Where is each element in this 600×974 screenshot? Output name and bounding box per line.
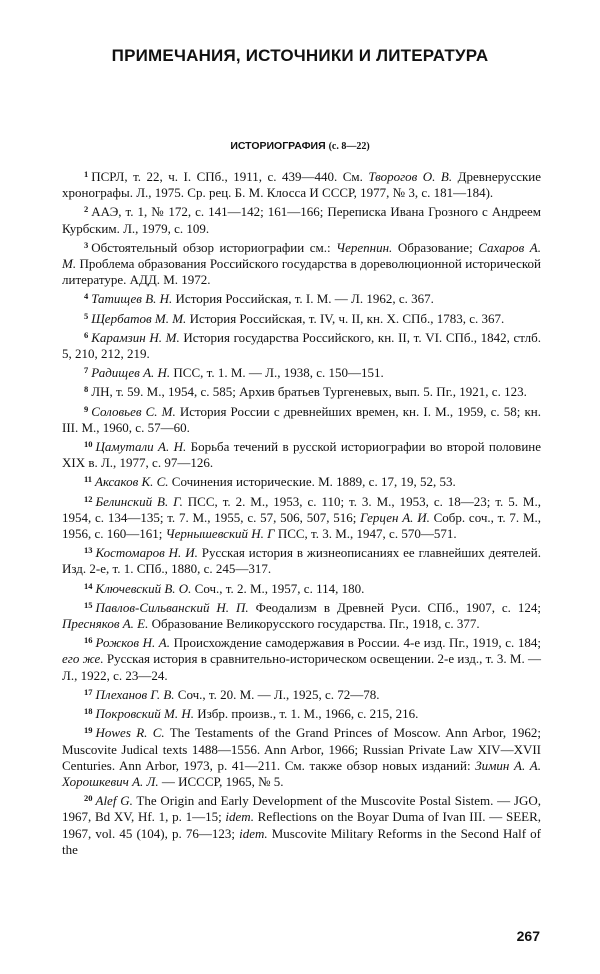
footnote-italic-text: Чернышевский Н. Г [165,526,275,542]
footnote-italic-text: Костомаров Н. И. [95,545,198,561]
footnote [62,401,541,436]
footnote-italic-text: Творогов О. В. [368,169,453,184]
footnote-number: 10 [84,439,93,450]
footnote-text: История Российская, т. IV, ч. II, кн. X. СПб., 1783, с. 367. [186,310,505,326]
footnote-number: 9 [84,403,89,414]
footnote-text: Феодализм в Древней Руси. СПб., 1907, с. 124; [248,599,542,615]
footnote [62,597,541,632]
footnote-number: 3 [84,239,89,250]
footnote-italic-text: Howes R. C. [95,725,165,741]
footnote-italic-text: Соловьев С. М. [91,403,176,419]
notes-list [62,166,541,858]
footnote-text: История Российская, т. I. М. — Л. 1962, с. 367. [172,291,434,307]
footnote-number: 5 [84,310,89,321]
footnote-number: 16 [84,635,93,646]
section-title-text: ИСТОРИОГРАФИЯ [230,140,326,152]
footnote-text: Обстоятельный обзор историографии см.: [91,239,337,255]
footnote [62,201,541,236]
footnote-text: Борьба течений в русской историографии во второй половине XIX в. Л., 1977, с. 97—126. [62,439,542,471]
footnote [62,166,541,201]
footnote-text: ПСРЛ, т. 22, ч. I. СПб., 1911, с. 439—440. См. [91,169,369,184]
footnote [62,308,541,327]
footnote [62,471,541,490]
footnote-number: 2 [84,204,89,215]
footnote-italic-text: Ключевский В. О. [95,580,192,596]
footnote-italic-text: Белинский В. Г. [95,493,183,509]
footnote-italic-text: Зимин А. А. Хорошкевич А. Л. [62,757,541,789]
footnote-italic-text: Черепнин. [336,239,393,255]
footnote-italic-text: Плеханов Г. В. [95,686,175,702]
footnote-text: Русская история в сравнительно-историческом освещении. 2-е изд., т. 3. М. — Л., 1922, с. 23—24. [62,651,541,683]
footnote-text: Образование Великорусского государства. Пг., 1918, с. 377. [148,616,480,632]
footnote [62,684,541,703]
footnote-text: Русская история в жизнеописаниях ее главнейших деятелей. Изд. 2-е, т. 1. СПб., 1880, с. 245—317. [62,545,541,577]
page-title: ПРИМЕЧАНИЯ, ИСТОЧНИКИ И ЛИТЕРАТУРА [111,46,489,65]
footnote-number: 14 [84,580,93,591]
footnote-italic-text: idem. [239,825,268,841]
footnote-italic-text: Alef G. [95,793,133,809]
footnote-text: The Testaments of the Grand Princes of Moscow. Ann Arbor, 1962; Muscovite Judical texts 1488—1556. Ann Arbor, 1966; Russian Private Law XIV—XVII Centuries. Ann Arbor, 1973, p. 41—211. См. также обзор новых изданий: [62,725,542,773]
footnote-number: 6 [84,329,89,340]
footnote-italic-text: Сахаров А. М. [62,239,541,272]
footnote [62,790,541,858]
footnote-text: ПСС, т. 2. М., 1953, с. 110; т. 3. М., 1953, с. 18—23; т. 5. М., 1954, с. 134—135; т. 7. М., 1955, с. 57, 506, 507, 516; [62,493,541,525]
footnote-number: 4 [84,291,89,302]
footnote-number: 17 [84,686,93,697]
footnote-text: — ИСССР, 1965, № 5. [158,773,284,789]
page-number: 267 [516,928,540,944]
footnote-italic-text: Рожков Н. А. [95,635,171,651]
footnote-number: 20 [84,793,93,804]
footnote-number: 13 [84,545,93,556]
footnote-text: Образование; [392,239,479,255]
footnote-italic-text: idem. [225,809,254,825]
footnote-text: ЛН, т. 59. М., 1954, с. 585; Архив братьев Тургеневых, вып. 5. Пг., 1921, с. 123. [91,384,527,400]
footnote-italic-text: Цамутали А. Н. [95,439,187,455]
footnote-number: 15 [84,599,93,610]
footnote [62,288,541,307]
footnote-italic-text: Герцен А. И. [360,509,430,525]
footnote-text: Избр. произв., т. 1. М., 1966, с. 215, 216. [194,706,419,722]
section-page-range: (с. 8—22) [328,141,370,152]
footnote-number: 7 [84,365,89,376]
section-title [0,140,600,152]
footnote-text: Проблема образования Российского государства в дореволюционной исторической литературе. АДД. М. 1972. [62,256,541,288]
footnote-number: 8 [84,384,89,395]
footnote-text: Происхождение самодержавия в России. 4-е изд. Пг., 1919, с. 184; [170,635,541,651]
footnote-italic-text: Татищев В. Н. [91,291,173,307]
footnote-text: ААЭ, т. 1, № 172, с. 141—142; 161—166; Переписка Ивана Грозного с Андреем Курбским. Л., 1979, с. 109. [62,204,541,236]
footnote-italic-text: Щербатов М. М. [91,310,187,326]
footnote-text: ПСС, т. 1. М. — Л., 1938, с. 150—151. [170,365,384,381]
footnote-italic-text: Радищев А. Н. [91,365,171,381]
footnote [62,632,541,684]
footnote-text: Соч., т. 2. М., 1957, с. 114, 180. [191,580,365,596]
footnote [62,542,541,577]
footnote-text: Сочинения исторические. М. 1889, с. 17, 19, 52, 53. [168,474,456,490]
footnote [62,578,541,597]
footnote [62,436,541,471]
footnote [62,362,541,381]
footnote-italic-text: Аксаков К. С. [95,474,169,490]
footnote-number: 12 [84,493,93,504]
footnote-italic-text: его же. [62,651,104,667]
footnote [62,491,541,543]
footnote-number: 18 [84,706,93,717]
footnote-italic-text: Пресняков А. Е. [62,616,149,632]
footnote-text: The Origin and Early Development of the Muscovite Postal Sistem. — JGO, 1967, Bd XV, Hf. 1, p. 1—15; [62,793,541,825]
footnote-text: История государства Российского, кн. II, т. VI. СПб., 1842, стлб. 5, 210, 212, 219. [62,329,541,362]
footnote [62,722,541,790]
footnote-italic-text: Покровский М. Н. [95,706,195,722]
footnote-number: 1 [84,169,89,179]
footnote-italic-text: Карамзин Н. М. [91,329,180,345]
footnote-text: ПСС, т. 3. М., 1947, с. 570—571. [274,526,457,542]
footnote-text: Древнерусские хронографы. Л., 1975. Ср. рец. Б. М. Клосса И СССР, 1977, № 3, с. 181—184). [62,169,542,201]
footnote [62,237,541,289]
footnote-text: История России с древнейших времен, кн. I. М., 1959, с. 58; кн. III. М., 1960, с. 57—60. [62,403,541,435]
footnote-number: 11 [84,474,93,485]
footnote-text: Собр. соч., т. 7. М., 1956, с. 160—161; [62,509,542,542]
footnote-number: 19 [84,725,93,736]
footnote-text: Соч., т. 20. М. — Л., 1925, с. 72—78. [174,686,380,702]
footnote [62,703,541,722]
footnote-text: Muscovite Military Reforms in the Second Half of the [62,825,542,857]
footnote-text: Reflections on the Boyar Duma of Ivan III. — SEER, 1967, vol. 45 (104), p. 76—123; [62,809,542,841]
footnote [62,381,541,400]
footnote-italic-text: Павлов-Сильванский Н. П. [95,599,249,615]
footnote [62,327,541,362]
